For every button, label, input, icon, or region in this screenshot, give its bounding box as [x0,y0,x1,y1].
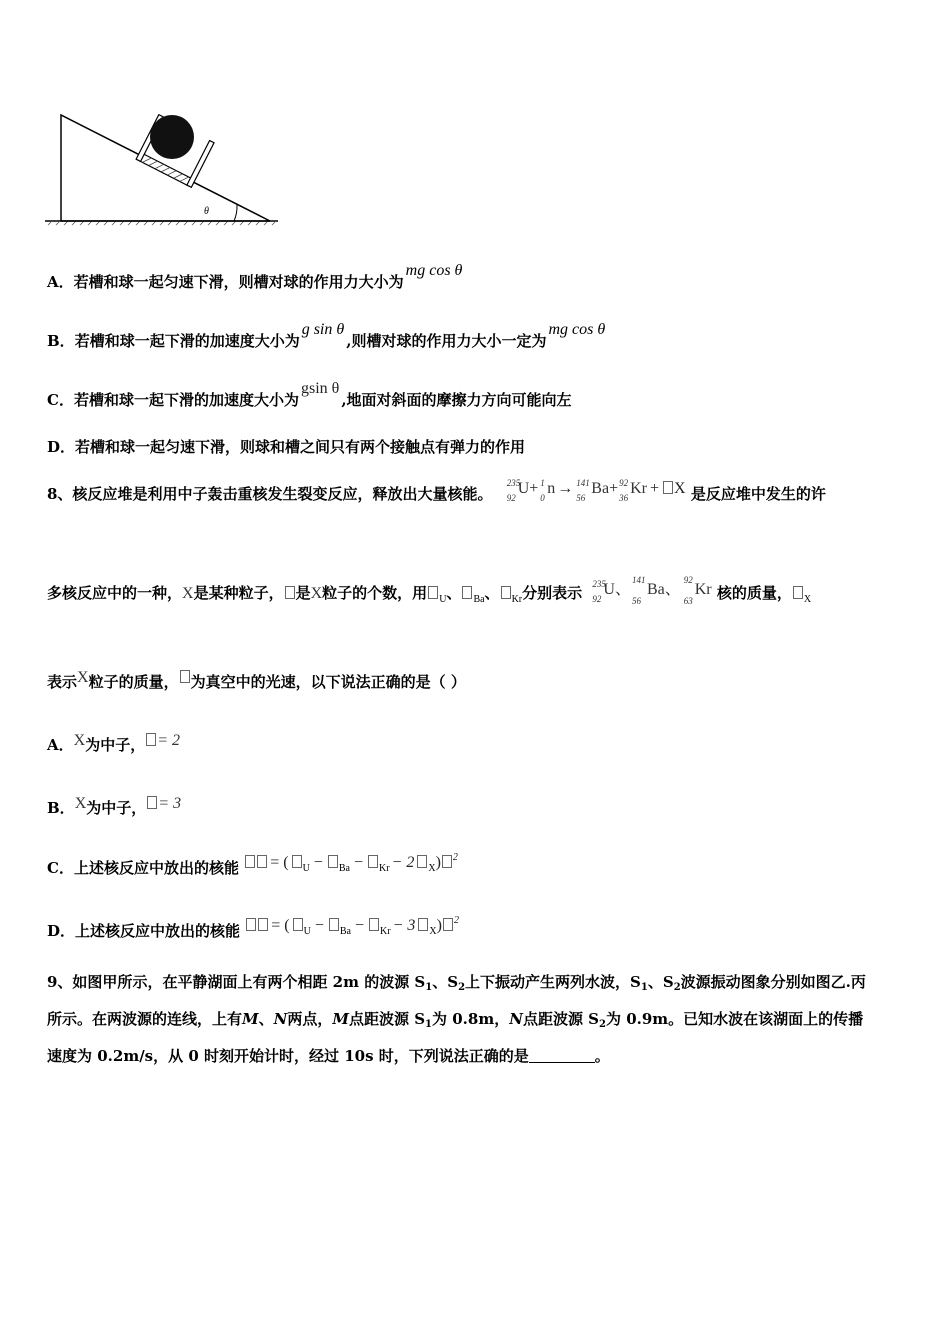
placeholder-box [369,918,379,931]
charge-number: 92 [506,493,516,503]
option-text: 若槽和球一起下滑的加速度大小为 [73,391,299,409]
equals-open: = ( [270,854,289,871]
q9-line2 [47,1009,863,1035]
particle-x: X [182,585,194,602]
angle-arc [234,205,237,221]
charge-number: 92 [592,594,602,604]
arrow: → [557,480,574,497]
charge-number: 56 [631,596,641,606]
text: 、 [258,1010,274,1028]
text: 点距波源 S [522,1010,599,1028]
mass-number: 235 [506,478,521,488]
subscript: Ba [473,594,485,605]
q8-line2 [47,575,812,610]
option-text: 若槽和球一起匀速下滑，则槽对球的作用力大小为 [73,273,404,291]
incline-figure [40,95,285,230]
q8-line1-tail: 是反应堆中发生的许 [690,485,826,503]
reaction-equation [506,478,691,503]
q8-intro-line [47,478,826,505]
q8-option-d [47,915,459,948]
option-text: 为中子， [86,799,147,817]
placeholder-box [328,855,338,868]
text: 。 [594,1047,610,1065]
subscript: Kr [378,863,390,874]
placeholder-box [329,918,339,931]
subscript: 1 [425,1019,433,1030]
exponent: 2 [453,915,459,926]
q7-option-a [47,262,464,293]
formula: g sin θ [301,321,345,338]
equation: = 3 [158,795,182,812]
minus-sign: − [353,854,363,871]
q8-option-a [47,733,180,756]
nuclide-kr [619,478,647,503]
placeholder-box [417,855,427,868]
text: 粒子的质量， [88,673,179,691]
text: 多核反应中的一种， [47,584,183,602]
text: 是某种粒子， [193,584,284,602]
nuclide-kr [683,575,712,606]
q7-option-d [47,437,525,457]
symbol: Ba [646,581,665,598]
plus-sign: + [609,480,619,497]
mass-number: 1 [540,478,545,488]
q8-line3 [47,670,466,693]
energy-equation [245,915,459,937]
placeholder-box [293,918,303,931]
formula: gsin θ [300,380,340,397]
particle-x: X [74,795,87,812]
q9-line1 [47,972,866,998]
minus-sign: − [314,917,324,934]
text: 两点， [287,1010,333,1028]
coefficient: − 2 [391,854,415,871]
ball [150,115,194,159]
particle-x: X [73,732,86,749]
mass-number: 92 [619,478,629,488]
charge-number: 36 [619,493,629,503]
subscript: Ba [339,926,351,937]
option-text: 上述核反应中放出的核能 [75,922,241,940]
text: 为 0.9m。已知水波在该湖面上的传播 [605,1010,864,1028]
subscript: U [302,863,310,874]
option-label: D． [47,438,76,456]
option-text: ,则槽对球的作用力大小一定为 [346,332,547,350]
placeholder-box [442,855,452,868]
subscript: Kr [380,926,391,937]
nuclide-list [592,575,717,606]
mass-number: 235 [592,579,606,589]
q8-option-b [47,796,181,819]
separator: 、 [614,581,631,598]
placeholder-box [292,855,302,868]
placeholder-box [793,586,803,599]
placeholder-box [443,918,453,931]
option-label: D． [47,922,76,940]
placeholder-box [245,855,255,868]
text: 、S [432,973,459,991]
option-label: C． [47,859,74,877]
text: 粒子的个数，用 [322,584,428,602]
option-label: C． [47,391,74,409]
text: 是 [295,584,311,602]
equals-open: = ( [271,917,290,934]
placeholder-box [428,586,438,599]
symbol: Kr [694,581,712,598]
option-label: A． [47,273,74,291]
separator: 、 [664,581,681,598]
formula: mg cos θ [405,262,463,279]
subscript: X [803,594,812,605]
energy-equation [244,852,458,874]
point-m: M [332,1010,349,1028]
placeholder-box [180,670,190,683]
subscript: 1 [640,982,648,993]
text: 速度为 0.2m/s，从 0 时刻开始计时，经过 10s 时，下列说法正确的是 [47,1047,529,1065]
subscript: U [439,594,447,605]
text: 分别表示 [522,584,583,602]
symbol: Kr [630,480,647,497]
point-n: N [273,1010,288,1028]
minus-sign: − [313,854,323,871]
option-text: 若槽和球一起匀速下滑，则球和槽之间只有两个接触点有弹力的作用 [75,438,526,456]
placeholder-box [257,855,267,868]
placeholder-box [501,586,511,599]
coefficient: − 3 [392,917,416,934]
mass-number: 141 [631,575,646,585]
nuclide-u [506,478,530,503]
plus-sign: + [529,480,539,497]
placeholder-box [146,733,156,746]
angle-label: θ [204,206,209,217]
nuclide-ba [631,575,665,606]
separator: 、 [446,584,462,602]
subscript: 2 [673,982,681,993]
mass-number: 92 [683,575,693,585]
option-text: 若槽和球一起下滑的加速度大小为 [74,332,300,350]
placeholder-box [368,855,378,868]
placeholder-box [285,586,295,599]
subscript: 2 [599,1019,606,1030]
q7-option-b [47,321,607,352]
nuclide-u [592,579,615,604]
subscript: Kr [511,594,523,605]
text: 9、如图甲所示，在平静湖面上有两个相距 2m 的波源 S [47,973,426,991]
placeholder-box [258,918,268,931]
option-label: B． [47,799,75,817]
symbol: U [517,480,530,497]
option-label: A． [47,736,74,754]
charge-number: 63 [683,596,693,606]
text: 为 0.8m， [432,1010,510,1028]
option-text: 上述核反应中放出的核能 [73,859,239,877]
text: 所示。在两波源的连线，上有 [47,1010,243,1028]
q7-option-c [47,380,572,411]
separator: 、 [484,584,500,602]
point-n: N [509,1010,523,1028]
q9-line3 [47,1046,610,1066]
text: 为真空中的光速，以下说法正确的是（ ） [190,673,466,691]
text: 上下振动产生两列水波，S [465,973,641,991]
option-text: 为中子， [85,736,146,754]
particle-x: X [674,480,686,497]
subscript: 1 [425,982,433,993]
placeholder-box [462,586,472,599]
option-text: ,地面对斜面的摩擦力方向可能向左 [341,391,572,409]
nuclide-n [540,478,556,503]
particle-x: X [310,585,323,602]
close-paren: ) [436,917,442,934]
option-label: B． [47,332,75,350]
equation: = 2 [157,732,181,749]
charge-number: 56 [576,493,586,503]
q8-intro: 8、核反应堆是利用中子轰击重核发生裂变反应，释放出大量核能。 [47,485,493,503]
mass-number: 141 [576,478,590,488]
text: 点距波源 S [348,1010,426,1028]
subscript: U [303,926,311,937]
nuclide-ba [576,478,610,503]
symbol: Ba [591,480,610,497]
subscript: X [428,863,436,874]
subscript: Ba [338,863,350,874]
placeholder-box [418,918,428,931]
text: 波源振动图象分别如图乙.丙 [680,973,866,991]
placeholder-box [147,796,157,809]
subscript: X [429,926,437,937]
subscript: 2 [458,982,466,993]
symbol: U [603,581,615,598]
q8-option-c [47,852,458,885]
text: 表示 [47,673,78,691]
symbol: n [547,480,556,497]
close-paren: ) [435,854,441,871]
placeholder-box [246,918,256,931]
text: 核的质量， [716,584,792,602]
formula: mg cos θ [548,321,606,338]
plus-sign: + [649,480,660,497]
answer-blank[interactable] [529,1048,595,1063]
particle-x: X [77,669,89,686]
charge-number: 0 [540,493,545,503]
point-m: M [242,1010,259,1028]
placeholder-box [663,481,673,494]
text: 、S [647,973,674,991]
minus-sign: − [355,917,365,934]
exponent: 2 [452,852,458,863]
